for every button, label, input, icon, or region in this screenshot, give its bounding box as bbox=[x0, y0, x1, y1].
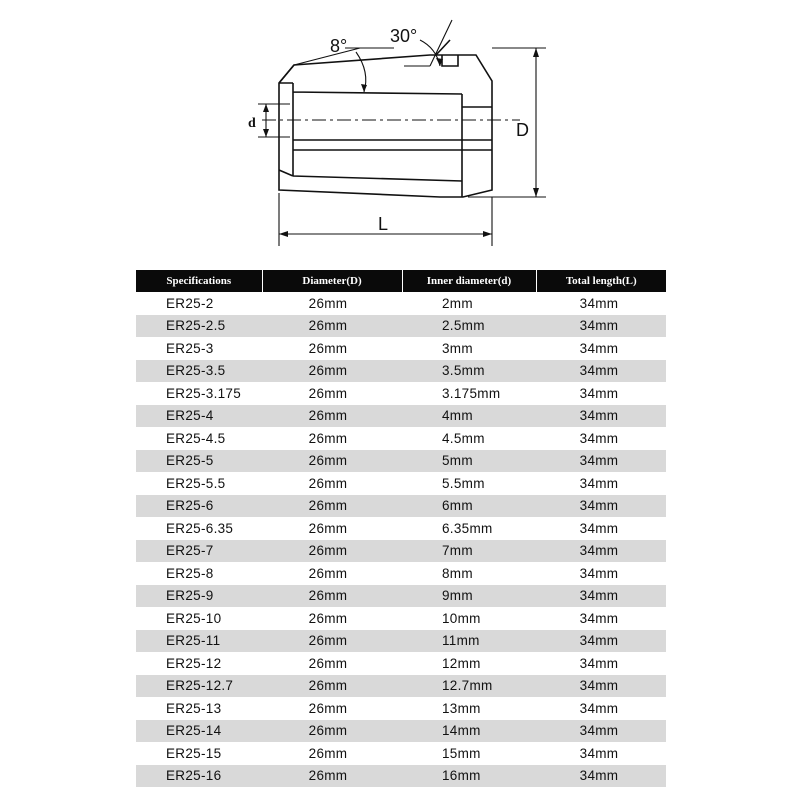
cell-inner: 12.7mm bbox=[402, 675, 536, 698]
table-row bbox=[136, 495, 666, 518]
cell-diameter: 26mm bbox=[262, 675, 402, 698]
cell-inner: 9mm bbox=[402, 585, 536, 608]
cell-spec: ER25-7 bbox=[136, 540, 262, 563]
cell-length: 34mm bbox=[579, 700, 619, 716]
table-row bbox=[136, 630, 666, 653]
table-row bbox=[136, 675, 666, 698]
table-row bbox=[136, 472, 666, 495]
cell-length: 34mm bbox=[579, 655, 619, 671]
dim-D-label: D bbox=[516, 120, 529, 140]
arrow-d-top bbox=[263, 104, 269, 112]
cell-length: 34mm bbox=[536, 315, 666, 338]
cell-spec: ER25-5.5 bbox=[166, 475, 226, 491]
cell-spec: ER25-9 bbox=[136, 585, 262, 608]
cell-spec: ER25-3.5 bbox=[136, 360, 262, 383]
cell-length: 34mm bbox=[536, 360, 666, 383]
cell-diameter: 26mm bbox=[262, 765, 402, 788]
collet-outline bbox=[279, 55, 492, 197]
header-specifications: Specifications bbox=[136, 270, 262, 292]
cell-spec: ER25-11 bbox=[136, 630, 262, 653]
cell-spec: ER25-12.7 bbox=[136, 675, 262, 698]
cell-diameter: 26mm bbox=[308, 520, 348, 536]
cell-length: 34mm bbox=[579, 340, 619, 356]
cell-inner: 4.5mm bbox=[442, 430, 485, 446]
cell-length: 34mm bbox=[579, 430, 619, 446]
cell-inner: 13mm bbox=[442, 700, 481, 716]
cell-diameter: 26mm bbox=[262, 630, 402, 653]
table-header-row bbox=[136, 270, 666, 292]
cell-inner: 8mm bbox=[442, 565, 473, 581]
cell-spec: ER25-3 bbox=[166, 340, 214, 356]
table-row bbox=[136, 720, 666, 743]
cell-length: 34mm bbox=[579, 565, 619, 581]
cell-diameter: 26mm bbox=[308, 340, 348, 356]
header-total-length: Total length(L) bbox=[536, 270, 666, 292]
cell-spec: ER25-2 bbox=[166, 295, 214, 311]
cell-length: 34mm bbox=[536, 495, 666, 518]
cell-inner: 3.175mm bbox=[442, 385, 501, 401]
cell-length: 34mm bbox=[536, 540, 666, 563]
cell-spec: ER25-14 bbox=[136, 720, 262, 743]
cell-length: 34mm bbox=[536, 765, 666, 788]
dim-L-label: L bbox=[378, 214, 389, 234]
angle-8-label: 8° bbox=[330, 36, 348, 56]
cell-diameter: 26mm bbox=[308, 700, 348, 716]
table-row bbox=[136, 652, 666, 675]
arrow-L-right bbox=[483, 231, 492, 237]
cell-spec: ER25-4 bbox=[136, 405, 262, 428]
table-row bbox=[136, 540, 666, 563]
cell-diameter: 26mm bbox=[262, 450, 402, 473]
table-row bbox=[136, 360, 666, 383]
cell-diameter: 26mm bbox=[308, 385, 348, 401]
cell-spec: ER25-3.175 bbox=[166, 385, 242, 401]
cell-inner: 6.35mm bbox=[442, 520, 493, 536]
cell-diameter: 26mm bbox=[308, 610, 348, 626]
cell-length: 34mm bbox=[579, 475, 619, 491]
dim-D-ext bbox=[468, 48, 546, 197]
cell-diameter: 26mm bbox=[308, 745, 348, 761]
angle-30-label: 30° bbox=[390, 26, 418, 46]
table-row bbox=[136, 517, 666, 540]
cell-inner: 3mm bbox=[442, 340, 473, 356]
cell-diameter: 26mm bbox=[262, 495, 402, 518]
cell-length: 34mm bbox=[579, 520, 619, 536]
cell-length: 34mm bbox=[579, 610, 619, 626]
cell-inner: 2mm bbox=[442, 295, 473, 311]
cell-inner: 2.5mm bbox=[402, 315, 536, 338]
arrow-D-bottom bbox=[533, 188, 539, 197]
table-row bbox=[136, 697, 666, 720]
cell-length: 34mm bbox=[536, 450, 666, 473]
cell-diameter: 26mm bbox=[262, 360, 402, 383]
table-row bbox=[136, 405, 666, 428]
table-row bbox=[136, 562, 666, 585]
cell-diameter: 26mm bbox=[262, 315, 402, 338]
collet-slot bbox=[462, 94, 492, 197]
cell-diameter: 26mm bbox=[308, 295, 348, 311]
cell-diameter: 26mm bbox=[262, 720, 402, 743]
table-row bbox=[136, 607, 666, 630]
cell-length: 34mm bbox=[536, 720, 666, 743]
cell-length: 34mm bbox=[536, 630, 666, 653]
cell-spec: ER25-8 bbox=[166, 565, 214, 581]
cell-inner: 3.5mm bbox=[402, 360, 536, 383]
table-row bbox=[136, 427, 666, 450]
cell-length: 34mm bbox=[579, 295, 619, 311]
cell-spec: ER25-16 bbox=[136, 765, 262, 788]
cell-spec: ER25-2.5 bbox=[136, 315, 262, 338]
cell-length: 34mm bbox=[536, 675, 666, 698]
cell-inner: 11mm bbox=[402, 630, 536, 653]
table-row bbox=[136, 315, 666, 338]
cell-spec: ER25-5 bbox=[136, 450, 262, 473]
cell-inner: 10mm bbox=[442, 610, 481, 626]
cell-length: 34mm bbox=[536, 405, 666, 428]
cell-inner: 16mm bbox=[402, 765, 536, 788]
cell-diameter: 26mm bbox=[262, 540, 402, 563]
cell-diameter: 26mm bbox=[308, 430, 348, 446]
cell-inner: 6mm bbox=[402, 495, 536, 518]
cell-diameter: 26mm bbox=[308, 475, 348, 491]
cell-inner: 5mm bbox=[402, 450, 536, 473]
cell-inner: 7mm bbox=[402, 540, 536, 563]
table-row bbox=[136, 292, 666, 315]
cell-inner: 15mm bbox=[442, 745, 481, 761]
cell-diameter: 26mm bbox=[308, 655, 348, 671]
cell-length: 34mm bbox=[536, 585, 666, 608]
cell-spec: ER25-10 bbox=[166, 610, 222, 626]
spec-table bbox=[136, 270, 666, 787]
header-inner-diameter: Inner diameter(d) bbox=[402, 270, 536, 292]
arrow-D-top bbox=[533, 48, 539, 57]
table-row bbox=[136, 450, 666, 473]
cell-diameter: 26mm bbox=[262, 585, 402, 608]
table-row bbox=[136, 585, 666, 608]
arrow-d-bottom bbox=[263, 129, 269, 137]
header-diameter: Diameter(D) bbox=[262, 270, 402, 292]
table-row bbox=[136, 742, 666, 765]
cell-diameter: 26mm bbox=[262, 405, 402, 428]
table-row bbox=[136, 382, 666, 405]
cell-length: 34mm bbox=[579, 385, 619, 401]
cell-inner: 14mm bbox=[402, 720, 536, 743]
collet-drawing bbox=[0, 0, 800, 262]
cell-spec: ER25-6 bbox=[136, 495, 262, 518]
cell-spec: ER25-15 bbox=[166, 745, 222, 761]
cell-inner: 4mm bbox=[402, 405, 536, 428]
arrow-8 bbox=[361, 84, 367, 92]
cell-diameter: 26mm bbox=[308, 565, 348, 581]
cell-spec: ER25-6.35 bbox=[166, 520, 234, 536]
cell-spec: ER25-12 bbox=[166, 655, 222, 671]
cell-spec: ER25-4.5 bbox=[166, 430, 226, 446]
cell-inner: 12mm bbox=[442, 655, 481, 671]
dim-d-label: d bbox=[248, 116, 256, 131]
table-row bbox=[136, 337, 666, 360]
table-row bbox=[136, 765, 666, 788]
cell-spec: ER25-13 bbox=[166, 700, 222, 716]
cell-length: 34mm bbox=[579, 745, 619, 761]
arrow-L-left bbox=[279, 231, 288, 237]
cell-inner: 5.5mm bbox=[442, 475, 485, 491]
